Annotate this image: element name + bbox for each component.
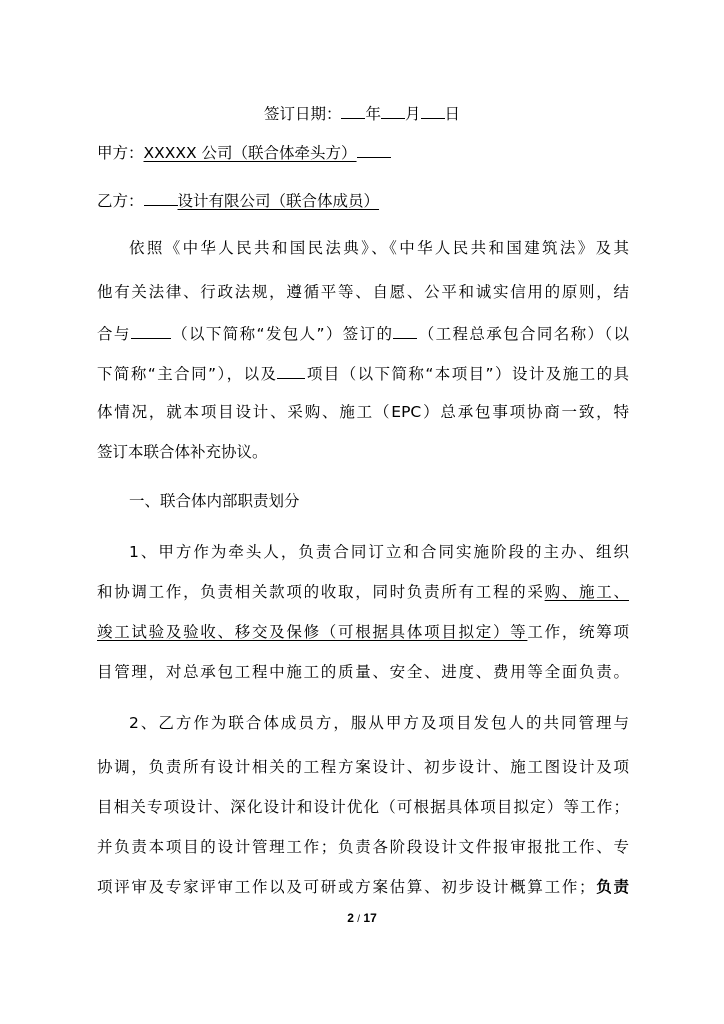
clause-2-line-5 [97, 876, 629, 898]
month-label: 月 [405, 105, 421, 123]
clause-1-line-3 [97, 621, 629, 643]
month-blank [381, 101, 405, 119]
intro-l3-part-c: （工程总承包合同名称）（以 [417, 325, 629, 343]
intro-l3-part-b: （以下简称“发包人”）签订的 [170, 325, 394, 343]
clause-2-line-3: 目相关专项设计、深化设计和设计优化（可根据具体项目拟定）等工作； [97, 798, 629, 816]
party-b-label: 乙方： [97, 192, 144, 210]
intro-line-1: 依照《中华人民共和国民法典》、《中华人民共和国建筑法》及其 [129, 239, 629, 257]
intro-line-2: 他有关法律、行政法规，遵循平等、自愿、公平和诚实信用的原则，结 [97, 283, 629, 301]
current-page: 2 [347, 911, 354, 925]
clause-2-l5-part-a: 项评审及专家评审工作以及可研或方案估算、初步设计概算工作； [97, 878, 595, 896]
page-number [0, 911, 724, 925]
party-b-blank [144, 188, 178, 206]
clause-2-line-2: 协调，负责所有设计相关的工程方案设计、初步设计、施工图设计及项 [97, 758, 629, 776]
party-a-label: 甲方： [97, 144, 144, 162]
intro-l4-part-b: 项目（以下简称“本项目”）设计及施工的具 [305, 365, 629, 383]
clause-1-l2-part-a: 和协调工作，负责相关款项的收取，同时负责所有工程的采 [97, 583, 545, 601]
intro-line-5: 体情况，就本项目设计、采购、施工（EPC）总承包事项协商一致，特 [97, 403, 629, 421]
employer-name-blank [131, 321, 171, 339]
contract-name-blank [393, 321, 417, 339]
party-a-value: XXXXX 公司（联合体牵头方） [143, 144, 357, 162]
party-b-line [97, 188, 629, 212]
intro-line-4 [97, 361, 629, 385]
page-separator: / [357, 914, 361, 925]
intro-l4-part-a: 下简称“主合同”），以及 [97, 365, 278, 383]
clause-1-l2-underlined: 购、施工、 [544, 583, 629, 601]
sign-date-label: 签订日期： [263, 105, 342, 123]
clause-1-l3-part-b: 工作，统筹项 [527, 623, 629, 641]
year-label: 年 [365, 105, 381, 123]
day-blank [421, 101, 445, 119]
party-a-blank [357, 140, 391, 158]
clause-2-l5-bold: 负责 [594, 878, 629, 896]
total-pages: 17 [363, 911, 377, 925]
clause-1-l3-underlined: 竣工试验及验收、移交及保修（可根据具体项目拟定）等 [97, 623, 528, 641]
project-name-blank [277, 361, 305, 379]
clause-1-line-2 [97, 581, 629, 603]
day-label: 日 [444, 105, 461, 123]
year-blank [341, 101, 365, 119]
clause-2-line-4: 并负责本项目的设计管理工作；负责各阶段设计文件报审报批工作、专 [97, 838, 629, 856]
clause-1-line-1: 1、甲方作为牵头人，负责合同订立和合同实施阶段的主办、组织 [129, 543, 629, 561]
intro-line-3 [97, 321, 629, 345]
clause-1-line-4: 目管理，对总承包工程中施工的质量、安全、进度、费用等全面负责。 [97, 663, 629, 681]
clause-2-line-1: 2、乙方作为联合体成员方，服从甲方及项目发包人的共同管理与 [129, 714, 629, 732]
party-b-value: 设计有限公司（联合体成员） [177, 192, 380, 210]
sign-date-line [0, 101, 724, 125]
section-heading-1: 一、联合体内部职责划分 [129, 492, 300, 510]
party-a-line [97, 140, 629, 164]
intro-line-6: 签订本联合体补充协议。 [97, 443, 268, 461]
intro-l3-part-a: 合与 [97, 325, 131, 343]
